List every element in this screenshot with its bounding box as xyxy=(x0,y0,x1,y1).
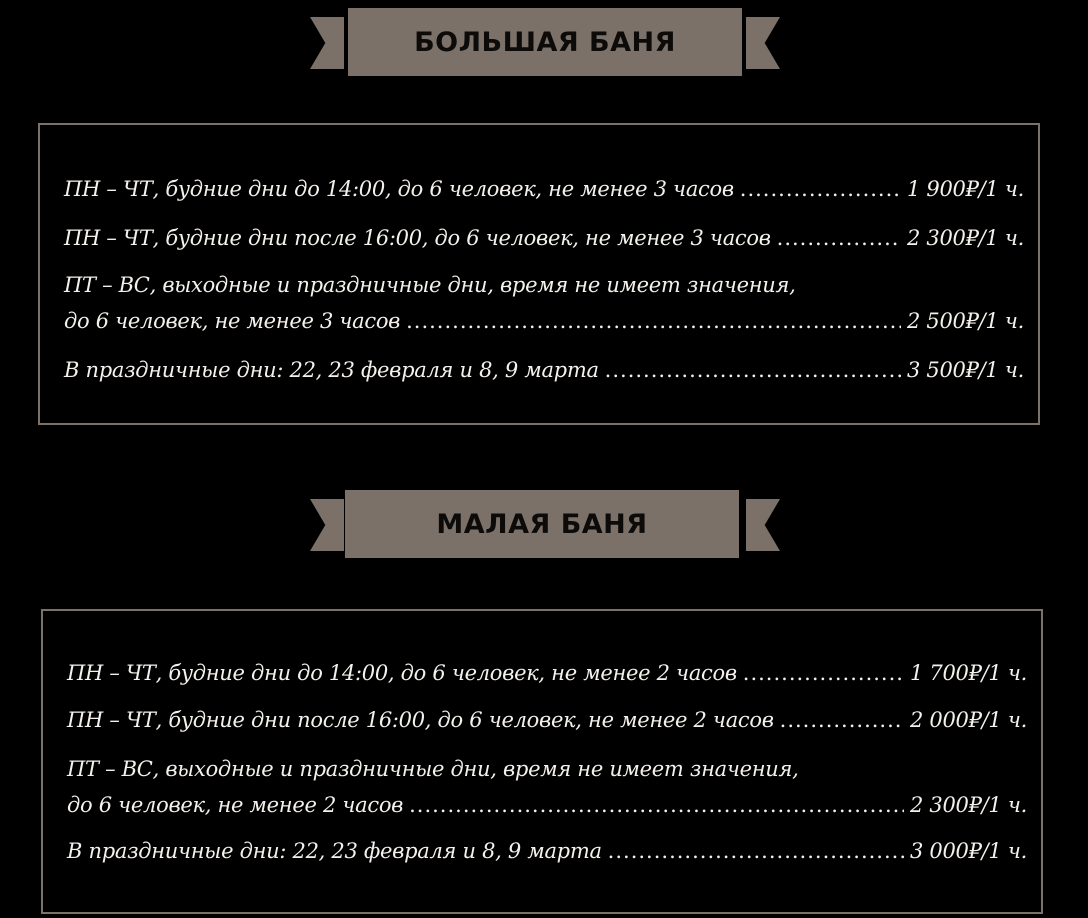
dot-leader xyxy=(608,833,904,869)
price-row xyxy=(64,267,1024,339)
section-banner-small xyxy=(310,490,780,560)
dot-leader xyxy=(409,787,904,823)
dot-leader xyxy=(743,655,904,691)
price-value: 2 300₽/1 ч. xyxy=(906,226,1024,250)
section-title: БОЛЬШАЯ БАНЯ xyxy=(414,26,676,58)
price-row-label: до 6 человек, не менее 3 часов xyxy=(64,309,401,333)
price-value: 2 500₽/1 ч. xyxy=(906,309,1024,333)
ribbon-band xyxy=(345,490,739,558)
dot-leader xyxy=(605,352,901,388)
dot-leader xyxy=(740,171,901,207)
price-value: 3 000₽/1 ч. xyxy=(909,839,1027,863)
ribbon-right-tail xyxy=(746,499,780,551)
price-row xyxy=(67,655,1027,691)
section-banner-big xyxy=(310,8,780,78)
price-row-label-line1: ПТ – ВС, выходные и праздничные дни, время не имеет значения, xyxy=(67,757,799,781)
dot-leader xyxy=(406,303,901,339)
price-row-label: ПН – ЧТ, будние дни после 16:00, до 6 человек, не менее 3 часов xyxy=(64,226,771,250)
dot-leader xyxy=(777,220,901,256)
price-value: 1 900₽/1 ч. xyxy=(906,177,1024,201)
price-row xyxy=(67,833,1027,869)
price-row-label: В праздничные дни: 22, 23 февраля и 8, 9 марта xyxy=(67,839,602,863)
price-row xyxy=(64,220,1024,256)
ribbon-right-tail xyxy=(746,17,780,69)
price-value: 2 300₽/1 ч. xyxy=(909,793,1027,817)
ribbon-band xyxy=(348,8,742,76)
price-row xyxy=(64,352,1024,388)
section-title: МАЛАЯ БАНЯ xyxy=(436,508,648,540)
price-value: 1 700₽/1 ч. xyxy=(909,661,1027,685)
ribbon-left-tail xyxy=(310,499,344,551)
price-value: 3 500₽/1 ч. xyxy=(906,358,1024,382)
price-row-label: ПН – ЧТ, будние дни после 16:00, до 6 человек, не менее 2 часов xyxy=(67,708,774,732)
ribbon-left-tail xyxy=(310,17,344,69)
price-card-small xyxy=(41,609,1043,914)
price-row xyxy=(67,751,1027,823)
price-card-big xyxy=(38,123,1040,425)
dot-leader xyxy=(780,702,904,738)
price-row-label: до 6 человек, не менее 2 часов xyxy=(67,793,404,817)
price-row-label: В праздничные дни: 22, 23 февраля и 8, 9 марта xyxy=(64,358,599,382)
price-row-label-line1: ПТ – ВС, выходные и праздничные дни, время не имеет значения, xyxy=(64,273,796,297)
price-row xyxy=(64,171,1024,207)
price-row-label: ПН – ЧТ, будние дни до 14:00, до 6 человек, не менее 2 часов xyxy=(67,661,737,685)
price-row-label: ПН – ЧТ, будние дни до 14:00, до 6 человек, не менее 3 часов xyxy=(64,177,734,201)
price-row xyxy=(67,702,1027,738)
price-value: 2 000₽/1 ч. xyxy=(909,708,1027,732)
